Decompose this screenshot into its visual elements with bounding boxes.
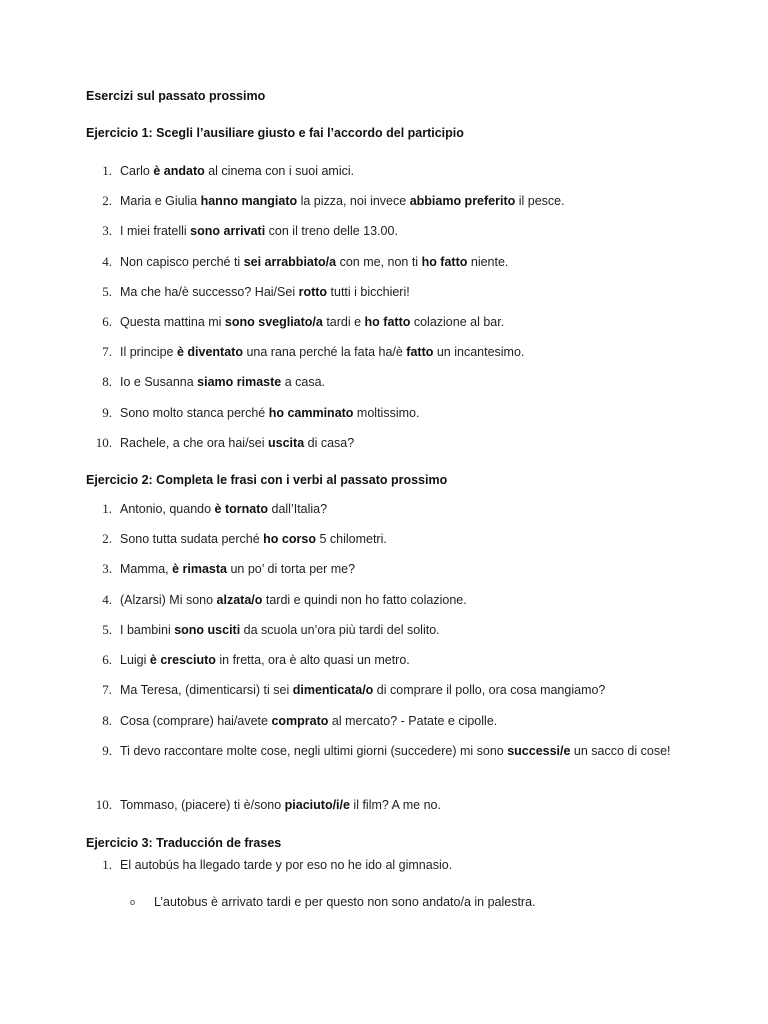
sentence-fragment: Ma che ha/è successo? Hai/Sei: [120, 284, 299, 299]
list-number: 1.: [102, 857, 112, 872]
list-item-text: [120, 527, 387, 551]
list-number: 7.: [102, 682, 112, 697]
list-item-text: [120, 401, 419, 425]
sentence-fragment: Non capisco perché ti: [120, 254, 244, 269]
list-item-text: [120, 431, 354, 455]
sentence-fragment: Tommaso, (piacere) ti è/sono: [120, 798, 285, 812]
answer-highlight: dimenticata/o: [292, 683, 374, 697]
sentence-fragment: il pesce.: [515, 194, 565, 209]
answer-highlight: comprato: [271, 714, 329, 728]
list-number: 8.: [102, 374, 112, 390]
sentence-fragment: con il treno delle 13.00.: [265, 224, 398, 239]
sentence-fragment: Antonio, quando: [120, 502, 215, 516]
sentence-fragment: I miei fratelli: [120, 224, 191, 239]
list-item-text: [120, 189, 565, 213]
answer-highlight: uscita: [268, 435, 305, 450]
sentence-fragment: un po’ di torta per me?: [227, 562, 356, 576]
list-number: 6.: [102, 652, 112, 667]
list-item-text: [120, 159, 354, 183]
list-number: 3.: [102, 223, 112, 239]
answer-highlight: hanno mangiato: [200, 194, 298, 209]
list-number: 10.: [95, 434, 112, 450]
sentence-fragment: Io e Susanna: [120, 375, 198, 390]
list-number: 10.: [95, 797, 112, 812]
list-item-text: [120, 853, 452, 877]
list-item-text: [120, 678, 605, 702]
list-item-text: [120, 340, 524, 364]
sentence-fragment: Ti devo raccontare molte cose, negli ultimi giorni (succedere) mi sono: [120, 744, 508, 758]
exercise-3-answer: L’autobus è arrivato tardi e per questo non sono andato/a in palestra.: [154, 895, 536, 909]
sentence-fragment: il film? A me no.: [349, 798, 441, 812]
sentence-fragment: Rachele, a che ora hai/sei: [120, 435, 269, 450]
sentence-fragment: Ma Teresa, (dimenticarsi) ti sei: [120, 683, 293, 697]
list-item-text: [120, 370, 325, 394]
list-item-text: [120, 648, 410, 672]
list-item-text: [120, 588, 467, 612]
list-number: 9.: [102, 404, 112, 420]
sentence-fragment: El autobús ha llegado tarde y por eso no he ido al gimnasio.: [120, 858, 453, 872]
answer-highlight: ho fatto: [421, 254, 468, 269]
sentence-fragment: Questa mattina mi: [120, 315, 225, 329]
list-number: 3.: [102, 561, 112, 576]
answer-highlight: fatto: [406, 345, 434, 360]
list-number: 5.: [102, 283, 112, 299]
sentence-fragment: a casa.: [281, 375, 326, 390]
list-number: 9.: [102, 743, 112, 758]
exercise-3-heading: Ejercicio 3: Traducción de frases: [86, 836, 282, 850]
list-item-text: [120, 618, 440, 642]
list-number: 4.: [102, 253, 112, 269]
list-item-text: [120, 280, 410, 304]
list-item-text: [120, 310, 504, 334]
answer-highlight: sei arrabbiato/a: [243, 254, 337, 269]
answer-highlight: sono arrivati: [190, 224, 266, 239]
sentence-fragment: al cinema con i suoi amici.: [204, 164, 355, 178]
answer-highlight: alzata/o: [216, 593, 263, 607]
sentence-fragment: la pizza, noi invece: [297, 194, 410, 209]
sentence-fragment: Luigi: [120, 653, 150, 667]
exercise-2-heading: Ejercicio 2: Completa le frasi con i verbi al passato prossimo: [86, 473, 448, 487]
list-item-text: [120, 793, 441, 817]
answer-highlight: piaciuto/i/e: [284, 798, 350, 812]
sentence-fragment: Maria e Giulia: [120, 194, 201, 209]
answer-highlight: ho corso: [263, 532, 316, 546]
list-number: 8.: [102, 713, 112, 728]
sentence-fragment: con me, non ti: [336, 254, 422, 269]
sentence-fragment: 5 chilometri.: [315, 532, 387, 546]
answer-highlight: sono usciti: [174, 623, 241, 637]
sentence-fragment: tardi e: [322, 315, 365, 329]
list-number: 1.: [102, 163, 112, 178]
sentence-fragment: Sono molto stanca perché: [120, 405, 269, 420]
sentence-fragment: un sacco di cose!: [570, 744, 671, 758]
sentence-fragment: tutti i bicchieri!: [327, 284, 410, 299]
answer-highlight: successi/e: [507, 744, 571, 758]
list-item-text: [120, 219, 398, 243]
sentence-fragment: dall’Italia?: [268, 502, 328, 516]
answer-highlight: abbiamo preferito: [409, 194, 516, 209]
sentence-fragment: (Alzarsi) Mi sono: [120, 593, 217, 607]
sentence-fragment: un incantesimo.: [433, 345, 525, 360]
answer-highlight: è tornato: [214, 502, 269, 516]
sentence-fragment: I bambini: [120, 623, 175, 637]
sentence-fragment: Carlo: [120, 164, 154, 178]
sentence-fragment: al mercato? - Patate e cipolle.: [328, 714, 498, 728]
answer-highlight: è andato: [153, 164, 205, 178]
answer-highlight: sono svegliato/a: [224, 315, 323, 329]
sentence-fragment: tardi e quindi non ho fatto colazione.: [262, 593, 467, 607]
sentence-fragment: Mamma,: [120, 562, 173, 576]
sentence-fragment: niente.: [467, 254, 509, 269]
sentence-fragment: di comprare il pollo, ora cosa mangiamo?: [373, 683, 606, 697]
list-number: 6.: [102, 314, 112, 329]
sentence-fragment: di casa?: [304, 435, 355, 450]
list-number: 5.: [102, 622, 112, 637]
answer-highlight: è cresciuto: [149, 653, 216, 667]
list-number: 4.: [102, 592, 112, 607]
answer-highlight: rotto: [298, 284, 328, 299]
list-number: 2.: [102, 531, 112, 546]
exercise-1-heading: Ejercicio 1: Scegli l’ausiliare giusto e fai l’accordo del participio: [86, 126, 464, 140]
list-number: 1.: [102, 501, 112, 516]
list-bullet-icon: o: [130, 897, 136, 907]
sentence-fragment: Il principe: [120, 345, 177, 360]
list-item-text: [120, 497, 327, 521]
sentence-fragment: Sono tutta sudata perché: [120, 532, 264, 546]
sentence-fragment: una rana perché la fata ha/è: [242, 345, 407, 360]
sentence-fragment: moltissimo.: [353, 405, 420, 420]
list-number: 7.: [102, 344, 112, 360]
list-number: 2.: [102, 193, 112, 209]
page-title: Esercizi sul passato prossimo: [86, 89, 266, 103]
answer-highlight: è diventato: [176, 345, 243, 360]
sentence-fragment: colazione al bar.: [410, 315, 505, 329]
list-item-text: [120, 557, 355, 581]
sentence-fragment: in fretta, ora è alto quasi un metro.: [215, 653, 410, 667]
list-item-text: [120, 250, 508, 274]
list-item-text: [120, 739, 690, 763]
sentence-fragment: da scuola un’ora più tardi del solito.: [240, 623, 440, 637]
answer-highlight: ho camminato: [268, 405, 354, 420]
answer-highlight: siamo rimaste: [197, 375, 282, 390]
answer-highlight: è rimasta: [172, 562, 227, 576]
sentence-fragment: Cosa (comprare) hai/avete: [120, 714, 272, 728]
list-item-text: [120, 709, 497, 733]
answer-highlight: ho fatto: [364, 315, 411, 329]
